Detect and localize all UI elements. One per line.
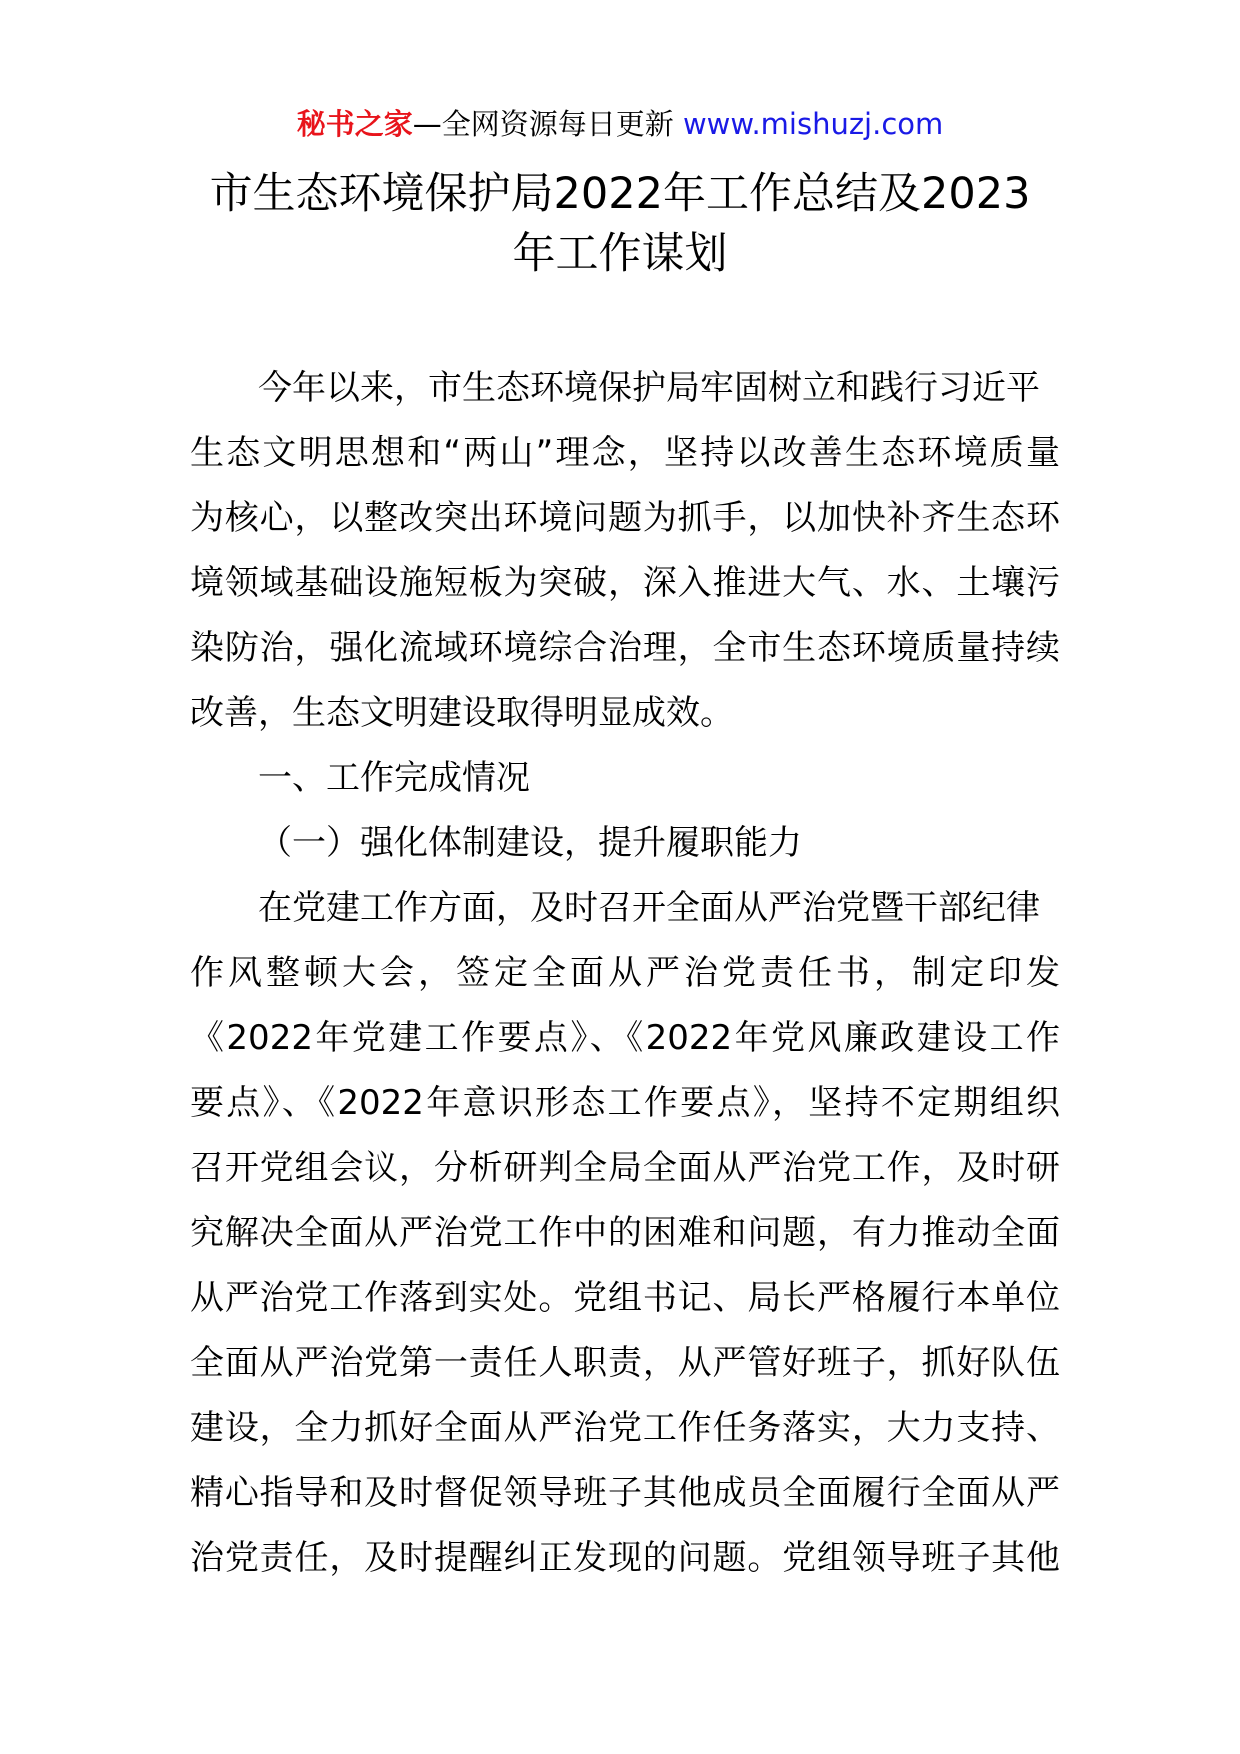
title-line-1: 市生态环境保护局2022年工作总结及2023 <box>209 169 1031 219</box>
body-line: 全面从严治党第一责任人职责，从严管好班子，抓好队伍 <box>190 1343 1060 1383</box>
body-line: 治党责任，及时提醒纠正发现的问题。党组领导班子其他 <box>190 1538 1060 1578</box>
title-line-2: 年工作谋划 <box>512 229 728 279</box>
body-line: 为核心，以整改突出环境问题为抓手，以加快补齐生态环 <box>190 498 1060 538</box>
section-heading: 一、工作完成情况 <box>258 758 530 798</box>
body-line: 建设，全力抓好全面从严治党工作任务落实，大力支持、 <box>190 1408 1060 1448</box>
body-line: 生态文明思想和“两山”理念，坚持以改善生态环境质量 <box>190 433 1060 473</box>
body-line: 在党建工作方面，及时召开全面从严治党暨干部纪律 <box>258 888 1040 928</box>
header-slogan: —全网资源每日更新 <box>412 107 683 141</box>
body-line: 究解决全面从严治党工作中的困难和问题，有力推动全面 <box>190 1213 1060 1253</box>
body-line: 《2022年党建工作要点》、《2022年党风廉政建设工作 <box>190 1018 1060 1058</box>
body-line: 召开党组会议，分析研判全局全面从严治党工作，及时研 <box>190 1148 1060 1188</box>
body-line: 改善，生态文明建设取得明显成效。 <box>190 693 734 733</box>
body-line: 染防治，强化流域环境综合治理，全市生态环境质量持续 <box>190 628 1060 668</box>
subsection-heading: （一）强化体制建设，提升履职能力 <box>258 823 802 863</box>
brand-name: 秘书之家 <box>296 107 413 141</box>
body-line: 从严治党工作落到实处。党组书记、局长严格履行本单位 <box>190 1278 1060 1318</box>
body-line: 今年以来，市生态环境保护局牢固树立和践行习近平 <box>258 368 1040 408</box>
document-body <box>190 356 1060 1591</box>
body-line: 作风整顿大会，签定全面从严治党责任书，制定印发 <box>190 953 1060 993</box>
body-line: 要点》、《2022年意识形态工作要点》，坚持不定期组织 <box>190 1083 1060 1123</box>
document-title <box>170 164 1070 284</box>
site-header <box>0 104 1240 144</box>
body-line: 境领域基础设施短板为突破，深入推进大气、水、土壤污 <box>190 563 1060 603</box>
site-url-link[interactable]: www.mishuzj.com <box>682 107 944 141</box>
body-line: 精心指导和及时督促领导班子其他成员全面履行全面从严 <box>190 1473 1060 1513</box>
